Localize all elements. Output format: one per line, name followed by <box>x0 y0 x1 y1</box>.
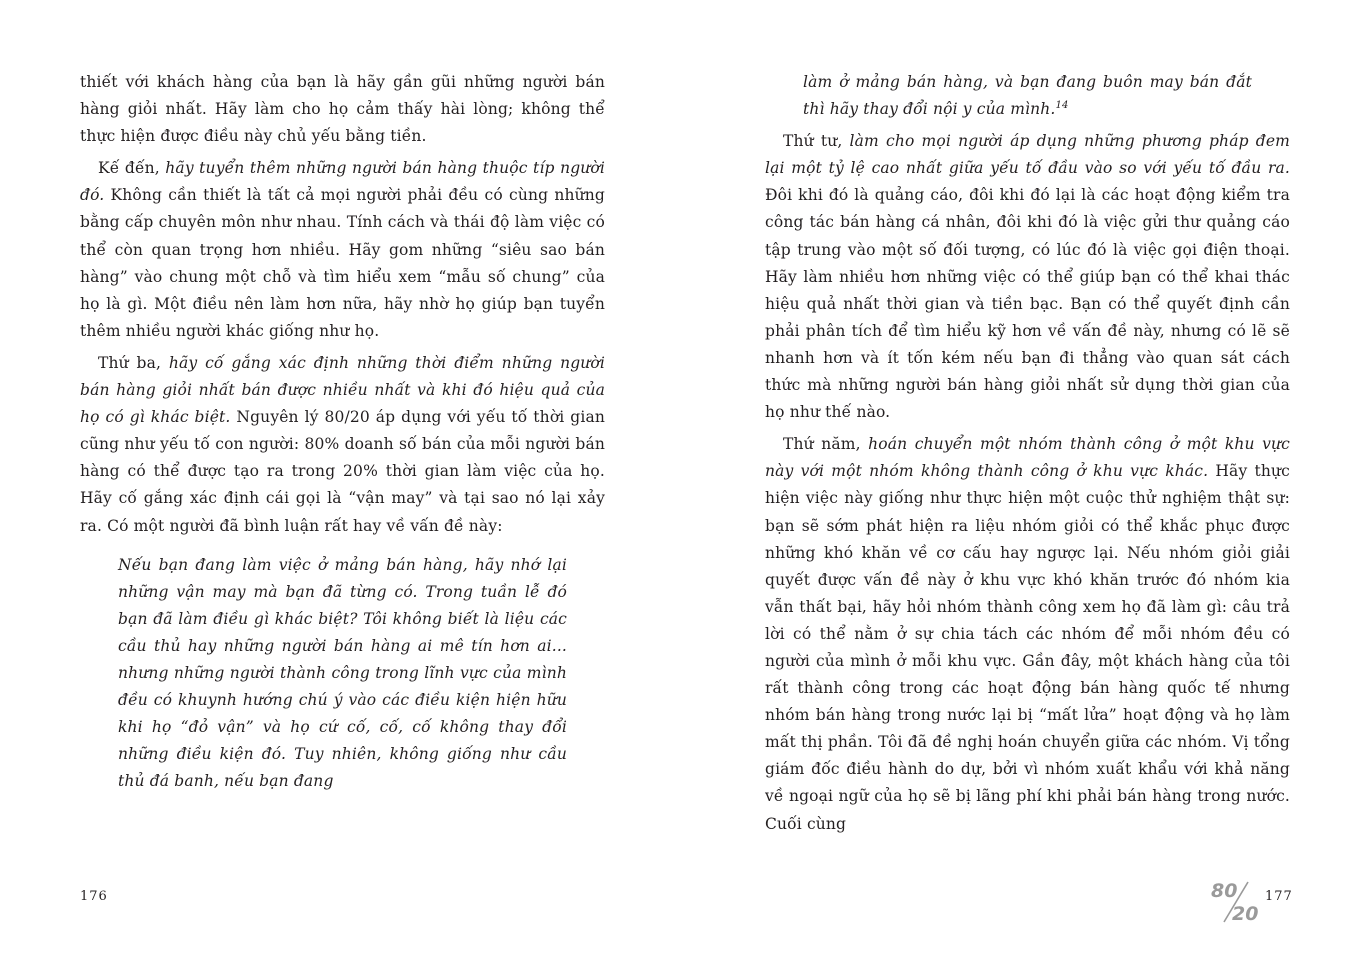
para-body: Đôi khi đó là quảng cáo, đôi khi đó lại là các hoạt động kiểm tra công tác bán hàng cá nhân, đôi khi đó là việc gửi thư quảng cáo tập trung vào một số đối tượng, có lúc đó là việc gọi điện thoại. Hãy làm nhiều hơn những việc có thể giúp bạn có thể khai thác hiệu quả nhất thời gian và tiền bạc. Bạn có thể quyết định cần phải phân tích để tìm hiểu kỹ hơn về vấn đề này, nhưng có lẽ sẽ nhanh hơn và ít tốn kém nếu bạn đi thẳng vào quan sát cách thức mà những người bán hàng giỏi nhất sử dụng thời gian của họ như thế nào. <box>765 186 1290 422</box>
para-emphasis: làm cho mọi người áp dụng những phương pháp đem lại một tỷ lệ cao nhất giữa yếu tố đầu vào so với yếu tố đầu ra. <box>765 132 1290 178</box>
book-logo-80-20 <box>1210 878 1262 924</box>
para-lead: Thứ ba, <box>98 353 169 372</box>
para-body: Hãy thực hiện việc này giống như thực hiện một cuộc thử nghiệm thật sự: bạn sẽ sớm phát hiện ra liệu nhóm giỏi có thể khắc phục được những khó khăn về cơ cấu hay ngược lại. Nếu nhóm giỏi giải quyết được vấn đề này ở khu vực khó khăn trước đó nhóm kia vẫn thất bại, hãy hỏi nhóm thành công xem họ đã làm gì: câu trả lời có thể nằm ở sự chia tách các nhóm để mỗi nhóm đều có người của mình ở mỗi khu vực. Gần đây, một khách hàng của tôi rất thành công trong các hoạt động bán hàng quốc tế nhưng nhóm bán hàng trong nước lại bị “mất lửa” hoạt động và họ làm mất thị phần. Tôi đã đề nghị hoán chuyển giữa các nhóm. Vị tổng giám đốc điều hành do dự, bởi vì nhóm xuất khẩu với khả năng về ngoại ngữ của họ sẽ bị lãng phí khi phải bán hàng trong nước. Cuối cùng <box>765 462 1290 833</box>
logo-number-top: 80 <box>1211 880 1238 902</box>
para-emphasis: hãy tuyển thêm những người bán hàng thuộc típ người đó. <box>80 159 605 205</box>
page-number: 177 <box>1265 889 1293 904</box>
paragraph-second-point <box>80 155 605 345</box>
block-quote: Nếu bạn đang làm việc ở mảng bán hàng, hãy nhớ lại những vận may mà bạn đã từng có. Trong tuần lễ đó bạn đã làm điều gì khác biệt? Tôi không biết là liệu các cầu thủ hay những người bán hàng ai mê tín hơn ai... nhưng những người thành công trong lĩnh vực của mình đều có khuynh hướng chú ý vào các điều kiện hiện hữu khi họ “đỏ vận” và họ cứ cố, cố, cố không thay đổi những điều kiện đó. Tuy nhiên, không giống như cầu thủ đá banh, nếu bạn đang <box>118 555 567 791</box>
para-emphasis: hoán chuyển một nhóm thành công ở một khu vực này với một nhóm không thành công ở khu vực khác. <box>765 435 1290 481</box>
page-number: 176 <box>80 889 108 904</box>
quote-text: làm ở mảng bán hàng, và bạn đang buôn may bán đắt thì hãy thay đổi nội y của mình. <box>803 73 1252 119</box>
logo-number-bottom: 20 <box>1232 903 1259 924</box>
left-text-column <box>80 69 605 795</box>
para-body: Không cần thiết là tất cả mọi người phải đều có cùng những bằng cấp chuyên môn như nhau. Tính cách và thái độ làm việc có thể còn quan trọng hơn nhiều. Hãy gom những “siêu sao bán hàng” vào chung một chỗ và tìm hiểu xem “mẫu số chung” của họ là gì. Một điều nên làm hơn nữa, hãy nhờ họ giúp bạn tuyển thêm nhiều người khác giống như họ. <box>80 186 605 340</box>
para-lead: Thứ năm, <box>783 435 869 454</box>
para-body: Nguyên lý 80/20 áp dụng với yếu tố thời gian cũng như yếu tố con người: 80% doanh số bán của mỗi người bán hàng có thể được tạo ra trong 20% thời gian làm việc của họ. Hãy cố gắng xác định cái gọi là “vận may” và tại sao nó lại xảy ra. Có một người đã bình luận rất hay về vấn đề này: <box>80 408 605 535</box>
paragraph-third-point <box>80 350 605 540</box>
right-text-column <box>765 69 1290 843</box>
footnote-reference: 14 <box>1055 99 1069 111</box>
para-emphasis: hãy cố gắng xác định những thời điểm những người bán hàng giỏi nhất bán được nhiều nhất và khi đó hiệu quả của họ có gì khác biệt. <box>80 353 606 427</box>
para-lead: Thứ tư, <box>783 132 850 151</box>
para-lead: Kế đến, <box>98 159 166 178</box>
block-quote-continued <box>803 69 1252 123</box>
paragraph-fourth-point <box>765 128 1290 426</box>
paragraph-fifth-point <box>765 431 1290 837</box>
right-page <box>685 0 1370 969</box>
paragraph-continued: thiết với khách hàng của bạn là hãy gần gũi những người bán hàng giỏi nhất. Hãy làm cho họ cảm thấy hài lòng; không thể thực hiện được điều này chủ yếu bằng tiền. <box>80 73 605 146</box>
